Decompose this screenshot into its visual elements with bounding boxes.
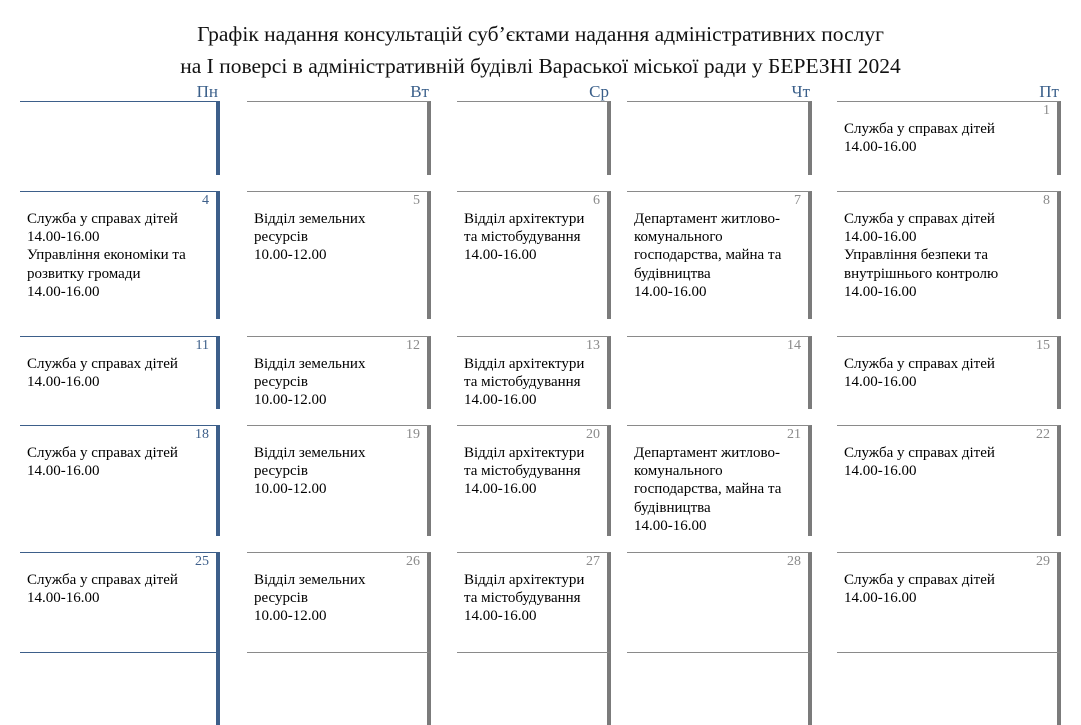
day-cell bbox=[627, 191, 812, 319]
day-number: 26 bbox=[406, 554, 420, 569]
consultation-entry bbox=[254, 355, 421, 410]
weekday-header: Ср bbox=[589, 82, 609, 101]
entry-line: комунального bbox=[634, 229, 723, 246]
entry-line: та містобудування bbox=[464, 463, 581, 480]
day-number: 15 bbox=[1036, 338, 1050, 353]
entry-line: 14.00-16.00 bbox=[844, 283, 917, 300]
day-cell bbox=[627, 101, 812, 175]
day-cell bbox=[627, 552, 812, 652]
entry-line: 14.00-16.00 bbox=[27, 283, 100, 300]
day-number: 18 bbox=[195, 427, 209, 442]
entry-line: комунального bbox=[634, 463, 723, 480]
entry-line: ресурсів bbox=[254, 374, 308, 391]
entry-line: 14.00-16.00 bbox=[27, 463, 100, 480]
entry-line: ресурсів bbox=[254, 229, 308, 246]
consultation-entry bbox=[27, 210, 210, 301]
entry-line: 14.00-16.00 bbox=[464, 608, 537, 625]
day-number: 29 bbox=[1036, 554, 1050, 569]
entry-line: 14.00-16.00 bbox=[844, 229, 917, 246]
consultation-entry bbox=[27, 444, 210, 480]
day-number: 22 bbox=[1036, 427, 1050, 442]
entry-line: Служба у справах дітей bbox=[844, 211, 995, 227]
weekday-header: Пт bbox=[1039, 82, 1059, 101]
entry-line: Служба у справах дітей bbox=[27, 356, 178, 372]
entry-line: 14.00-16.00 bbox=[634, 517, 707, 534]
entry-line: Відділ архітектури bbox=[464, 445, 585, 461]
consultation-entry bbox=[844, 120, 1051, 156]
entry-line: Служба у справах дітей bbox=[27, 211, 178, 227]
entry-line: ресурсів bbox=[254, 590, 308, 607]
consultation-entry bbox=[844, 210, 1051, 301]
day-cell bbox=[247, 552, 431, 652]
consultation-entry bbox=[464, 444, 601, 499]
entry-line: 10.00-12.00 bbox=[254, 481, 327, 498]
day-number: 28 bbox=[787, 554, 801, 569]
entry-line: 14.00-16.00 bbox=[844, 139, 917, 156]
day-cell bbox=[20, 336, 220, 409]
entry-line: Відділ земельних bbox=[254, 356, 366, 372]
entry-line: Відділ архітектури bbox=[464, 211, 585, 227]
title-line-2: на І поверсі в адміністративній будівлі Вараської міської ради у БЕРЕЗНІ 2024 bbox=[180, 54, 901, 78]
entry-line: та містобудування bbox=[464, 374, 581, 391]
entry-line: 14.00-16.00 bbox=[27, 590, 100, 607]
day-cell bbox=[627, 336, 812, 409]
day-cell bbox=[627, 425, 812, 536]
day-cell bbox=[20, 552, 220, 652]
consultation-entry bbox=[254, 444, 421, 499]
entry-line: внутрішнього контролю bbox=[844, 265, 999, 282]
consultation-entry bbox=[27, 355, 210, 391]
entry-line: та містобудування bbox=[464, 590, 581, 607]
entry-line: Управління безпеки та bbox=[844, 247, 989, 264]
day-number: 25 bbox=[195, 554, 209, 569]
weekday-header: Вт bbox=[410, 82, 429, 101]
entry-line: ресурсів bbox=[254, 463, 308, 480]
day-cell bbox=[247, 101, 431, 175]
entry-line: 14.00-16.00 bbox=[844, 374, 917, 391]
day-cell bbox=[837, 191, 1061, 319]
day-number: 19 bbox=[406, 427, 420, 442]
entry-line: Служба у справах дітей bbox=[844, 445, 995, 461]
day-cell bbox=[457, 191, 611, 319]
consultation-entry bbox=[844, 444, 1051, 480]
entry-line: 10.00-12.00 bbox=[254, 608, 327, 625]
entry-line: 14.00-16.00 bbox=[844, 463, 917, 480]
entry-line: 14.00-16.00 bbox=[27, 229, 100, 246]
entry-line: господарства, майна та bbox=[634, 247, 782, 264]
entry-line: Відділ земельних bbox=[254, 445, 366, 461]
day-cell bbox=[627, 652, 812, 725]
entry-line: Департамент житлово- bbox=[634, 445, 780, 461]
day-cell bbox=[837, 101, 1061, 175]
consultation-entry bbox=[844, 571, 1051, 607]
entry-line: Управління економіки та bbox=[27, 247, 186, 264]
day-number: 1 bbox=[1043, 103, 1050, 118]
day-number: 12 bbox=[406, 338, 420, 353]
day-cell bbox=[457, 552, 611, 652]
day-cell bbox=[20, 101, 220, 175]
consultation-entry bbox=[464, 571, 601, 626]
entry-line: будівництва bbox=[634, 499, 711, 516]
entry-line: Служба у справах дітей bbox=[844, 572, 995, 588]
weekday-header: Пн bbox=[196, 82, 218, 101]
title-line-1: Графік надання консультацій суб’єктами надання адміністративних послуг bbox=[197, 22, 884, 46]
entry-line: 14.00-16.00 bbox=[464, 247, 537, 264]
consultation-entry bbox=[844, 355, 1051, 391]
consultation-entry bbox=[27, 571, 210, 607]
entry-line: Служба у справах дітей bbox=[844, 356, 995, 372]
day-cell bbox=[20, 425, 220, 536]
entry-line: 10.00-12.00 bbox=[254, 247, 327, 264]
entry-line: Департамент житлово- bbox=[634, 211, 780, 227]
day-cell bbox=[837, 425, 1061, 536]
day-cell bbox=[457, 425, 611, 536]
entry-line: будівництва bbox=[634, 265, 711, 282]
day-number: 13 bbox=[586, 338, 600, 353]
entry-line: Відділ архітектури bbox=[464, 572, 585, 588]
day-number: 11 bbox=[195, 338, 209, 353]
entry-line: Відділ земельних bbox=[254, 572, 366, 588]
day-cell bbox=[247, 652, 431, 725]
day-number: 7 bbox=[794, 193, 801, 208]
day-number: 5 bbox=[413, 193, 420, 208]
day-cell bbox=[20, 652, 220, 725]
day-cell bbox=[247, 191, 431, 319]
day-cell bbox=[837, 336, 1061, 409]
entry-line: Відділ земельних bbox=[254, 211, 366, 227]
entry-line: господарства, майна та bbox=[634, 481, 782, 498]
day-cell bbox=[457, 336, 611, 409]
consultation-entry bbox=[634, 444, 802, 535]
day-number: 21 bbox=[787, 427, 801, 442]
day-cell bbox=[837, 652, 1061, 725]
entry-line: 14.00-16.00 bbox=[27, 374, 100, 391]
consultation-entry bbox=[464, 210, 601, 265]
consultation-entry bbox=[254, 210, 421, 265]
day-cell bbox=[457, 101, 611, 175]
day-number: 14 bbox=[787, 338, 801, 353]
entry-line: Служба у справах дітей bbox=[844, 121, 995, 137]
weekday-header: Чт bbox=[791, 82, 810, 101]
day-number: 4 bbox=[202, 193, 209, 208]
day-cell bbox=[837, 552, 1061, 652]
day-cell bbox=[247, 336, 431, 409]
consultation-entry bbox=[464, 355, 601, 410]
entry-line: 14.00-16.00 bbox=[464, 481, 537, 498]
day-cell bbox=[457, 652, 611, 725]
consultation-entry bbox=[254, 571, 421, 626]
entry-line: Служба у справах дітей bbox=[27, 572, 178, 588]
consultation-entry bbox=[634, 210, 802, 301]
day-number: 27 bbox=[586, 554, 600, 569]
day-number: 8 bbox=[1043, 193, 1050, 208]
entry-line: та містобудування bbox=[464, 229, 581, 246]
entry-line: 14.00-16.00 bbox=[464, 392, 537, 409]
day-number: 6 bbox=[593, 193, 600, 208]
entry-line: 14.00-16.00 bbox=[634, 283, 707, 300]
entry-line: розвитку громади bbox=[27, 265, 141, 282]
entry-line: 14.00-16.00 bbox=[844, 590, 917, 607]
entry-line: 10.00-12.00 bbox=[254, 392, 327, 409]
day-number: 20 bbox=[586, 427, 600, 442]
day-cell bbox=[247, 425, 431, 536]
entry-line: Служба у справах дітей bbox=[27, 445, 178, 461]
day-cell bbox=[20, 191, 220, 319]
page-title bbox=[0, 18, 1081, 82]
entry-line: Відділ архітектури bbox=[464, 356, 585, 372]
